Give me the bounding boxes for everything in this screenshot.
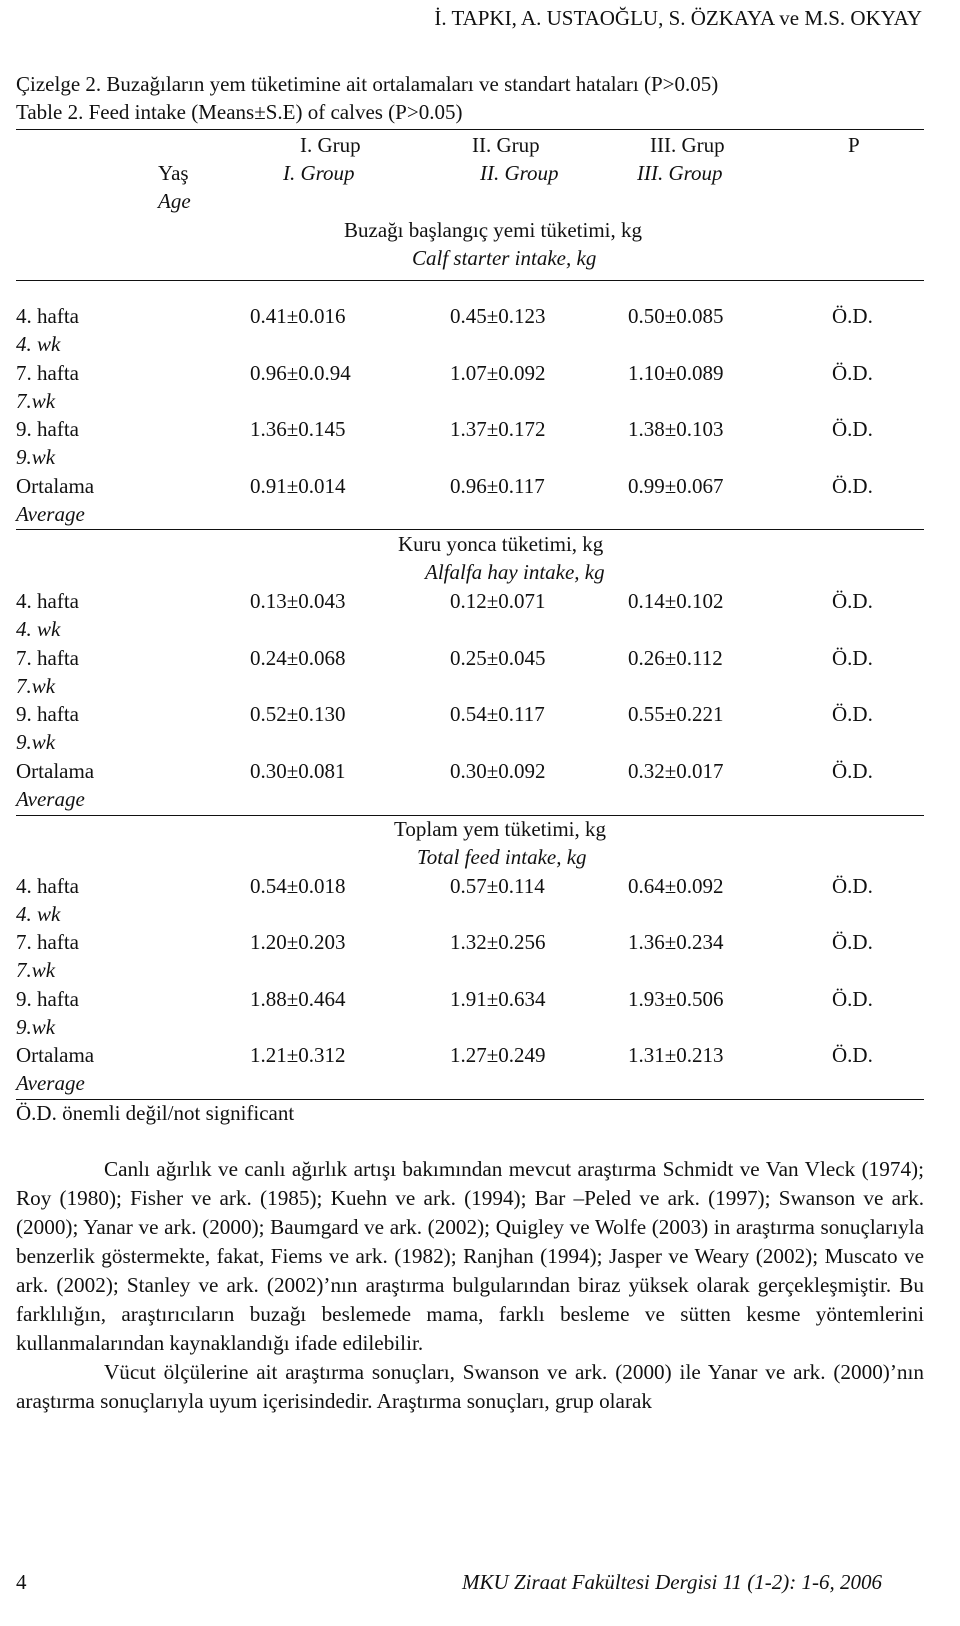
cell-group1: 0.30±0.081	[250, 759, 346, 783]
col-header-age-en: Age	[158, 189, 191, 213]
cell-group1: 0.91±0.014	[250, 474, 346, 498]
cell-group2: 0.57±0.114	[450, 874, 545, 898]
row-age-tr: 7. hafta	[16, 646, 79, 670]
cell-group2: 0.12±0.071	[450, 589, 546, 613]
col-header-group3-en: III. Group	[637, 161, 723, 185]
row-age-en: 9.wk	[16, 445, 56, 469]
cell-p: Ö.D.	[832, 987, 873, 1011]
journal-citation: MKU Ziraat Fakültesi Dergisi 11 (1-2): 1-6, 2006	[462, 1570, 882, 1594]
row-age-en: 4. wk	[16, 332, 61, 356]
cell-p: Ö.D.	[832, 474, 873, 498]
section-title-tr: Buzağı başlangıç yemi tüketimi, kg	[344, 218, 643, 242]
cell-group1: 1.88±0.464	[250, 987, 346, 1011]
cell-group1: 0.54±0.018	[250, 874, 346, 898]
section-rule	[16, 529, 924, 530]
row-age-en: 9.wk	[16, 730, 56, 754]
row-age-tr: 4. hafta	[16, 589, 79, 613]
row-age-tr: 4. hafta	[16, 874, 79, 898]
cell-group1: 0.96±0.0.94	[250, 361, 351, 385]
section-title-tr: Toplam yem tüketimi, kg	[394, 817, 606, 841]
cell-group2: 1.91±0.634	[450, 987, 546, 1011]
cell-group1: 1.21±0.312	[250, 1043, 346, 1067]
cell-group1: 1.36±0.145	[250, 417, 346, 441]
cell-p: Ö.D.	[832, 304, 873, 328]
cell-p: Ö.D.	[832, 1043, 873, 1067]
page-number: 4	[16, 1570, 27, 1594]
row-age-en: 9.wk	[16, 1015, 56, 1039]
col-header-group2-en: II. Group	[480, 161, 559, 185]
cell-group1: 0.41±0.016	[250, 304, 346, 328]
cell-p: Ö.D.	[832, 361, 873, 385]
cell-group1: 0.24±0.068	[250, 646, 346, 670]
cell-group2: 0.54±0.117	[450, 702, 545, 726]
cell-group3: 1.93±0.506	[628, 987, 724, 1011]
running-head: İ. TAPKI, A. USTAOĞLU, S. ÖZKAYA ve M.S. OKYAY	[434, 6, 922, 30]
row-age-en: 4. wk	[16, 617, 61, 641]
section-rule	[16, 280, 924, 281]
cell-group2: 0.45±0.123	[450, 304, 546, 328]
table-caption-en: Table 2. Feed intake (Means±S.E) of calves (P>0.05)	[16, 100, 463, 124]
table-top-rule	[16, 129, 924, 130]
cell-group3: 0.26±0.112	[628, 646, 723, 670]
row-age-en: 7.wk	[16, 958, 56, 982]
section-title-tr: Kuru yonca tüketimi, kg	[398, 532, 604, 556]
cell-group3: 0.14±0.102	[628, 589, 724, 613]
paragraph: Vücut ölçülerine ait araştırma sonuçları, Swanson ve ark. (2000) ile Yanar ve ark. (2000)’nın araştırma sonuçlarıyla uyum içerisindedir. Araştırma sonuçları, grup olarak	[16, 1360, 924, 1413]
cell-p: Ö.D.	[832, 874, 873, 898]
cell-group3: 0.64±0.092	[628, 874, 724, 898]
row-age-tr: 7. hafta	[16, 930, 79, 954]
col-header-group3-tr: III. Grup	[650, 133, 725, 157]
row-age-tr: 9. hafta	[16, 417, 79, 441]
col-header-group1-tr: I. Grup	[300, 133, 361, 157]
row-age-en: Average	[16, 787, 85, 811]
cell-group3: 0.55±0.221	[628, 702, 724, 726]
cell-group3: 1.38±0.103	[628, 417, 724, 441]
col-header-group2-tr: II. Grup	[472, 133, 540, 157]
cell-p: Ö.D.	[832, 417, 873, 441]
row-age-tr: 9. hafta	[16, 702, 79, 726]
section-rule	[16, 815, 924, 816]
cell-group1: 1.20±0.203	[250, 930, 346, 954]
row-age-en: Average	[16, 502, 85, 526]
row-age-tr: Ortalama	[16, 759, 95, 783]
cell-p: Ö.D.	[832, 930, 873, 954]
row-age-tr: 9. hafta	[16, 987, 79, 1011]
row-age-en: 7.wk	[16, 674, 56, 698]
cell-group2: 0.96±0.117	[450, 474, 545, 498]
cell-group3: 1.10±0.089	[628, 361, 724, 385]
section-title-en: Calf starter intake, kg	[412, 246, 597, 270]
section-title-en: Alfalfa hay intake, kg	[425, 560, 605, 584]
cell-group2: 0.30±0.092	[450, 759, 546, 783]
cell-group3: 0.32±0.017	[628, 759, 724, 783]
row-age-en: 7.wk	[16, 389, 56, 413]
row-age-tr: 4. hafta	[16, 304, 79, 328]
row-age-tr: Ortalama	[16, 1043, 95, 1067]
row-age-tr: 7. hafta	[16, 361, 79, 385]
row-age-tr: Ortalama	[16, 474, 95, 498]
col-header-age-tr: Yaş	[158, 161, 189, 185]
col-header-group1-en: I. Group	[283, 161, 355, 185]
cell-group3: 0.50±0.085	[628, 304, 724, 328]
body-text	[16, 1155, 924, 1416]
cell-group3: 1.36±0.234	[628, 930, 724, 954]
table-footnote: Ö.D. önemli değil/not significant	[16, 1101, 295, 1125]
section-title-en: Total feed intake, kg	[417, 845, 587, 869]
cell-p: Ö.D.	[832, 702, 873, 726]
cell-group1: 0.13±0.043	[250, 589, 346, 613]
cell-p: Ö.D.	[832, 759, 873, 783]
cell-p: Ö.D.	[832, 589, 873, 613]
row-age-en: 4. wk	[16, 902, 61, 926]
cell-group3: 1.31±0.213	[628, 1043, 724, 1067]
cell-group3: 0.99±0.067	[628, 474, 724, 498]
cell-p: Ö.D.	[832, 646, 873, 670]
paragraph: Canlı ağırlık ve canlı ağırlık artışı bakımından mevcut araştırma Schmidt ve Van Vleck (1974); Roy (1980); Fisher ve ark. (1985); Kuehn ve ark. (1994); Bar –Peled ve ark. (1997); Swanson ve ark. (2000); Yanar ve ark. (2000); Baumgard ve ark. (2002); Quigley ve Wolfe (2003) in araştırma sonuçlarıyla benzerlik göstermekte, fakat, Fiems ve ark. (1982); Ranjhan (1994); Jasper ve Weary (2002); Muscato ve ark. (2002); Stanley ve ark. (2002)’nın araştırma bulgularından biraz yüksek olarak gerçekleşmiştir. Bu farklılığın, araştırıcıların buzağı beslemede mama, farklı besleme ve sütten kesme yöntemlerini kullanmalarından kaynaklandığı ifade edilebilir.	[16, 1157, 924, 1355]
cell-group2: 1.32±0.256	[450, 930, 546, 954]
row-age-en: Average	[16, 1071, 85, 1095]
cell-group2: 1.37±0.172	[450, 417, 546, 441]
table-bottom-rule	[16, 1099, 924, 1100]
cell-group1: 0.52±0.130	[250, 702, 346, 726]
cell-group2: 1.27±0.249	[450, 1043, 546, 1067]
cell-group2: 0.25±0.045	[450, 646, 546, 670]
cell-group2: 1.07±0.092	[450, 361, 546, 385]
col-header-p: P	[848, 133, 860, 157]
table-caption-tr: Çizelge 2. Buzağıların yem tüketimine ait ortalamaları ve standart hataları (P>0.05)	[16, 72, 719, 96]
